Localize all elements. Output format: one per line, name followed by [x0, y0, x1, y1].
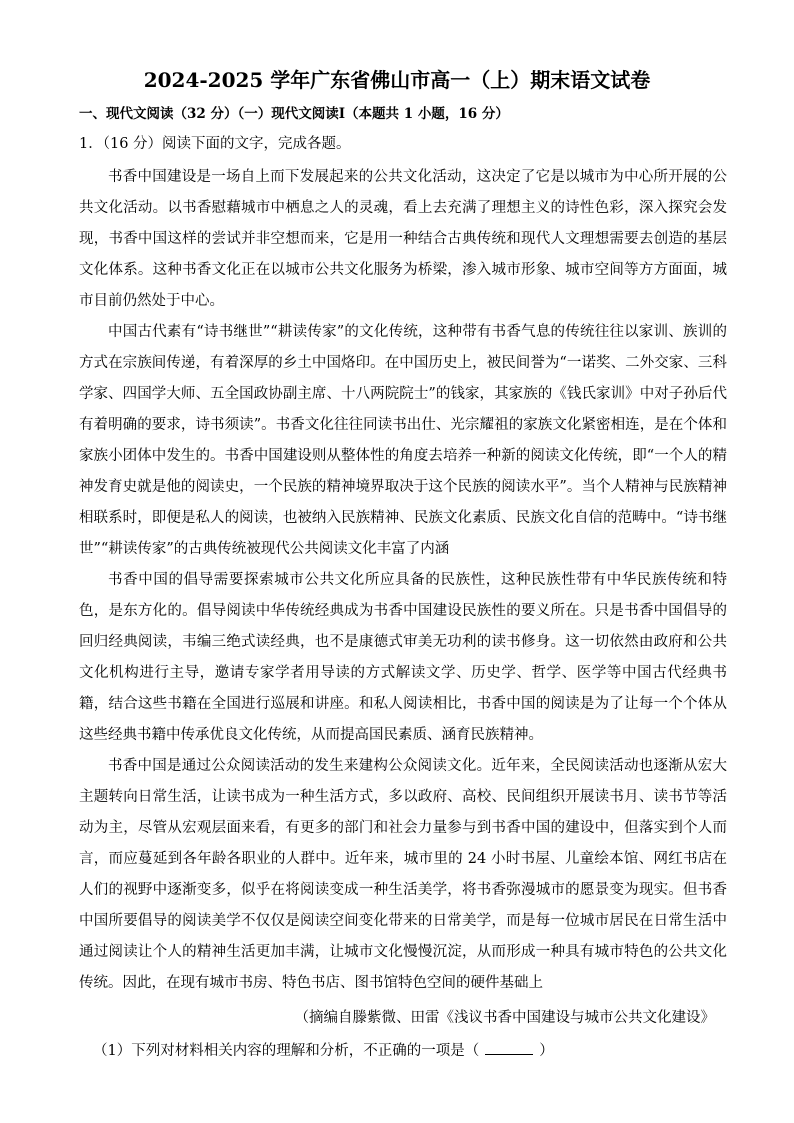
exam-title: 2024-2025 学年广东省佛山市高一（上）期末语文试卷 — [143, 68, 651, 92]
passage-paragraph-2: 中国古代素有“诗书继世”“耕读传家”的文化传统，这种带有书香气息的传统往往以家训、族训的方式在宗族间传递，有着深厚的乡土中国烙印。在中国历史上，被民间誉为“一诺奖、二外交家、三科学家、四国学大师、五全国政协副主席、十八两院院士”的钱家，其家族的《钱氏家训》中对子孙后代有着明确的要求，诗书须读”。书香文化往往同读书出仕、光宗耀祖的家族文化紧密相连，是在个体和家族小团体中发生的。书香中国建设则从整体性的角度去培养一种新的阅读文化传统，即“一个人的精神发育史就是他的阅读史，一个民族的精神境界取决于这个民族的阅读水平”。当个人精神与民族精神相联系时，即便是私人的阅读，也被纳入民族精神、民族文化素质、民族文化自信的范畴中。“诗书继世”“耕读传家”的古典传统被现代公共阅读文化丰富了内涵 — [79, 324, 727, 557]
question-number: 1． — [79, 136, 103, 152]
passage-paragraph-3: 书香中国的倡导需要探索城市公共文化所应具备的民族性，这种民族性带有中华民族传统和特色，是东方化的。倡导阅读中华传统经典成为书香中国建设民族性的要义所在。只是书香中国倡导的回归经典阅读，韦编三绝式读经典，也不是康德式审美无功利的读书修身。这一切依然由政府和公共文化机构进行主导，邀请专家学者用导读的方式解读文学、历史学、哲学、医学等中国古代经典书籍，结合这些书籍在全国进行巡展和讲座。和私人阅读相比，书香中国的阅读是为了让每一个个体从这些经典书籍中传承优良文化传统，从而提高国民素质、涵育民族精神。 — [79, 572, 727, 743]
passage-source: （摘编自滕紫微、田雷《浅议书香中国建设与城市公共文化建设》 — [294, 1010, 715, 1026]
reading-passage — [79, 162, 727, 999]
subquestion-close: ） — [539, 1043, 554, 1059]
section-heading: 一、现代文阅读（32 分）（一）现代文阅读Ⅰ（本题共 1 小题，16 分） — [79, 106, 509, 122]
answer-blank[interactable] — [485, 1040, 533, 1055]
question-1-header — [79, 133, 351, 155]
subquestion-1 — [93, 1040, 554, 1062]
passage-paragraph-4: 书香中国是通过公众阅读活动的发生来建构公众阅读文化。近年来，全民阅读活动也逐渐从宏大主题转向日常生活，让读书成为一种生活方式，多以政府、高校、民间组织开展读书月、读书节等活动为主，尽管从宏观层面来看，有更多的部门和社会力量参与到书香中国的建设中，但落实到个人而言，而应蔓延到各年龄各职业的人群中。近年来，城市里的 24 小时书屋、儿童绘本馆、网红书店在人们的视野中逐渐变多，似乎在将阅读变成一种生活美学，将书香弥漫城市的愿景变为现实。但书香中国所要倡导的阅读美学不仅仅是阅读空间变化带来的日常美学，而是每一位城市居民在日常生活中通过阅读让个人的精神生活更加丰满，让城市文化慢慢沉淀，从而形成一种具有城市特色的公共文化传统。因此，在现有城市书房、特色书店、图书馆特色空间的硬件基础上 — [79, 758, 727, 991]
question-points: （16 分） — [102, 136, 163, 152]
subquestion-number: （1） — [93, 1043, 132, 1059]
subquestion-text: 下列对材料相关内容的理解和分析，不正确的一项是（ — [131, 1043, 480, 1059]
passage-paragraph-1: 书香中国建设是一场自上而下发展起来的公共文化活动，这决定了它是以城市为中心所开展的公共文化活动。以书香慰藉城市中栖息之人的灵魂，看上去充满了理想主义的诗性色彩，深入探究会发现，书香中国这样的尝试并非空想而来，它是用一种结合古典传统和现代人文理想需要去创造的基层文化体系。这种书香文化正在以城市公共文化服务为桥梁，渗入城市形象、城市空间等方方面面，城市目前仍然处于中心。 — [79, 169, 727, 309]
question-instruction: 阅读下面的文字，完成各题。 — [162, 136, 351, 152]
